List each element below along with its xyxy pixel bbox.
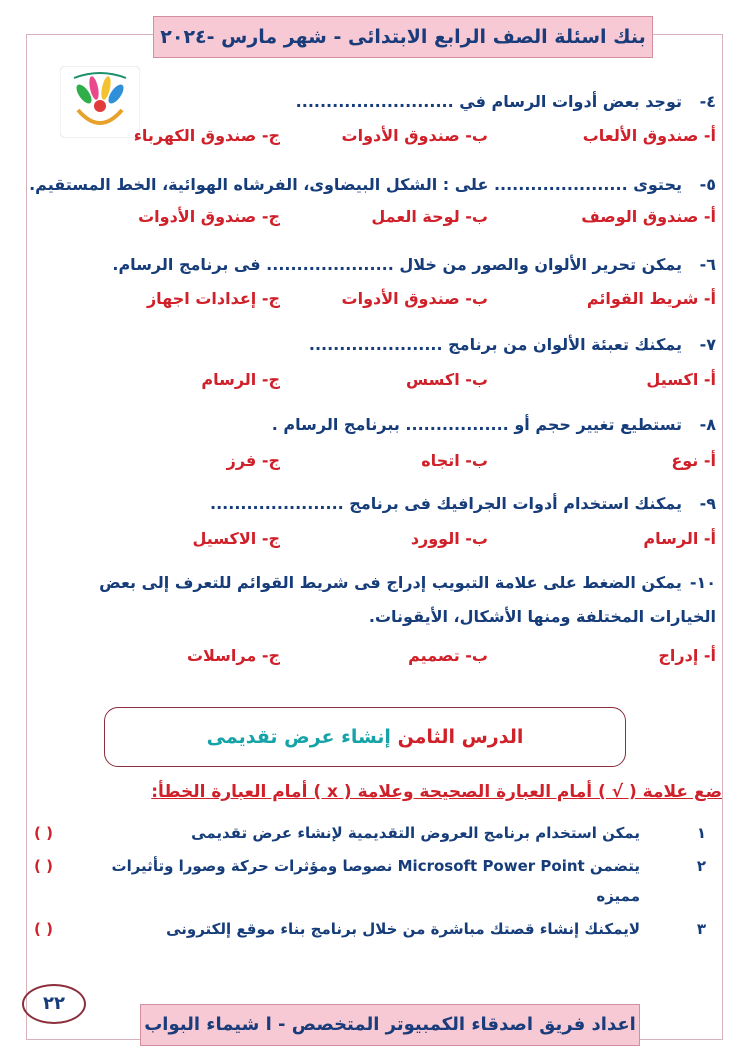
question-number: ٥-: [699, 175, 716, 194]
option-c: ج- الرسام: [201, 370, 280, 389]
question-4: [296, 92, 716, 111]
option-b: ب- لوحة العمل: [371, 207, 488, 226]
question-text: يمكنك تعبئة الألوان من برنامج ......................: [308, 335, 682, 354]
answer-blank[interactable]: ( ): [34, 857, 53, 875]
statement-2-text: يتضمن Microsoft Power Point نصوصا ومؤثرات حركة وصورا وتأثيرات: [111, 857, 640, 875]
question-7: [309, 335, 716, 354]
option-b: ب- اكسس: [406, 370, 488, 389]
question-number: ٨-: [699, 415, 716, 434]
option-a: أ- اكسيل: [646, 370, 716, 389]
question-5: [29, 175, 716, 194]
option-a: أ- نوع: [671, 451, 716, 470]
statement-number: ١: [696, 824, 706, 842]
question-text: يحتوى ...................... على : الشكل البيضاوى، الفرشاه الهوائية، الخط المستقيم.: [29, 175, 682, 194]
school-logo-icon: [60, 66, 140, 138]
question-number: ٧-: [699, 335, 716, 354]
question-number: ٩-: [699, 494, 716, 513]
option-a: أ- الرسام: [643, 529, 716, 548]
statement-number: ٢: [696, 857, 706, 875]
footer-credit: اعداد فريق اصدقاء الكمبيوتر المتخصص - ا شيماء البواب: [140, 1004, 640, 1046]
question-number: ٦-: [699, 255, 716, 274]
option-c: ج- صندوق الكهرباء: [133, 126, 280, 145]
statement-number: ٣: [696, 920, 706, 938]
option-b: ب- اتجاه: [421, 451, 488, 470]
option-c: ج- مراسلات: [186, 646, 280, 665]
question-text: يمكن تحرير الألوان والصور من خلال ..................... فى برنامج الرسام.: [112, 255, 682, 274]
option-b: ب- صندوق الأدوات: [341, 126, 488, 145]
true-false-instruction: ضع علامة ( √ ) أمام العبارة الصحيحة وعلامة ( x ) أمام العبارة الخطأ:: [151, 782, 722, 802]
option-c: ج- الاكسيل: [192, 529, 280, 548]
question-number: ١٠-: [689, 573, 716, 592]
statement-1-text: يمكن استخدام برنامج العروض التقديمية لإنشاء عرض تقديمى: [191, 824, 640, 842]
lesson-title: إنشاء عرض تقديمى: [206, 726, 391, 748]
question-9: [210, 494, 716, 513]
option-a: أ- صندوق الوصف: [581, 207, 716, 226]
answer-blank[interactable]: ( ): [34, 824, 53, 842]
statement-2-text-continued: مميزه: [596, 887, 640, 905]
page-title: بنك اسئلة الصف الرابع الابتدائى - شهر مارس -٢٠٢٤: [153, 16, 653, 58]
answer-blank[interactable]: ( ): [34, 920, 53, 938]
option-c: ج- صندوق الأدوات: [138, 207, 280, 226]
option-c: ج- فرز: [226, 451, 280, 470]
option-b: ب- تصميم: [408, 646, 488, 665]
option-a: أ- شريط القوائم: [586, 289, 716, 308]
lesson-heading: [104, 707, 626, 767]
question-number: ٤-: [699, 92, 716, 111]
option-c: ج- إعدادات اجهاز: [146, 289, 280, 308]
statement-3-text: لايمكنك إنشاء قصتك مباشرة من خلال برنامج بناء موقع إلكترونى: [166, 920, 640, 938]
question-text: يمكنك استخدام أدوات الجرافيك فى برنامج ......................: [210, 494, 682, 513]
option-a: أ- إدراج: [658, 646, 716, 665]
question-text: توجد بعض أدوات الرسام في ..........................: [295, 92, 682, 111]
question-text: يمكن الضغط على علامة التبويب إدراج فى شريط القوائم للتعرف إلى بعض الخيارات المختلفة ومنها الأشكال، الأيقونات.: [99, 573, 716, 626]
lesson-label: الدرس الثامن: [397, 726, 524, 748]
question-6: [112, 255, 716, 274]
option-a: أ- صندوق الألعاب: [582, 126, 716, 145]
question-8: [272, 415, 716, 434]
question-10: [76, 566, 716, 634]
question-text: تستطيع تغيير حجم أو ................. ببرنامج الرسام .: [271, 415, 682, 434]
option-b: ب- صندوق الأدوات: [341, 289, 488, 308]
option-b: ب- الوورد: [410, 529, 488, 548]
page-number: ٢٢: [22, 984, 86, 1024]
